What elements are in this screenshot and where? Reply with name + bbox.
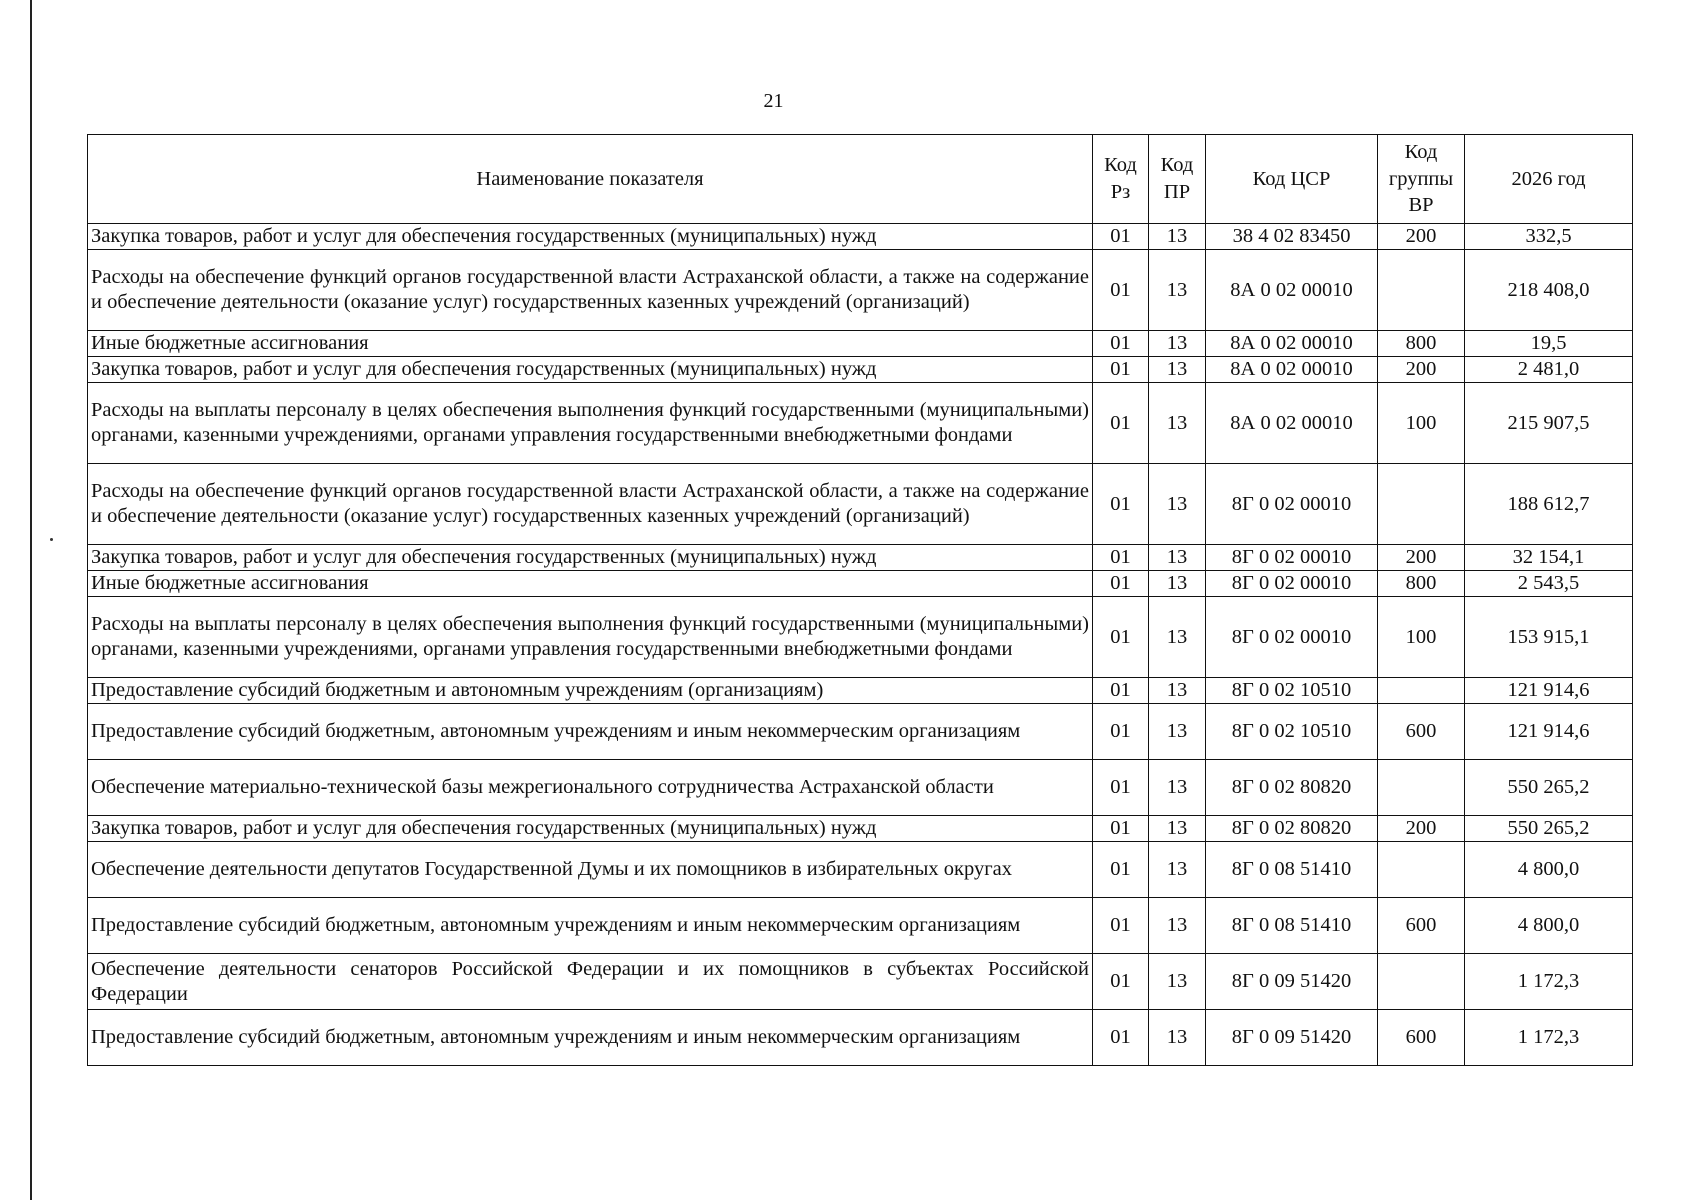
header-csr: Код ЦСР (1206, 135, 1378, 224)
cell-csr: 8Г 0 09 51420 (1206, 954, 1378, 1010)
table-row (88, 678, 1633, 704)
cell-pr: 13 (1149, 383, 1206, 464)
cell-vr: 600 (1378, 1010, 1465, 1066)
cell-csr: 8Г 0 02 10510 (1206, 704, 1378, 760)
cell-vr (1378, 842, 1465, 898)
cell-name: Закупка товаров, работ и услуг для обеспечения государственных (муниципальных) нужд (88, 816, 1093, 842)
cell-vr (1378, 678, 1465, 704)
cell-csr: 8Г 0 08 51410 (1206, 842, 1378, 898)
cell-name: Обеспечение деятельности депутатов Государственной Думы и их помощников в избирательных округах (88, 842, 1093, 898)
cell-name: Предоставление субсидий бюджетным, автономным учреждениям и иным некоммерческим организациям (88, 898, 1093, 954)
cell-csr: 8Г 0 02 00010 (1206, 545, 1378, 571)
table-row (88, 464, 1633, 545)
cell-pr: 13 (1149, 954, 1206, 1010)
cell-vr (1378, 464, 1465, 545)
cell-csr: 8А 0 02 00010 (1206, 250, 1378, 331)
table-row (88, 571, 1633, 597)
cell-amount: 550 265,2 (1465, 816, 1633, 842)
cell-rz: 01 (1093, 571, 1149, 597)
cell-name: Расходы на выплаты персоналу в целях обеспечения выполнения функций государственными (муниципальными) органами, казенными учреждениями, органами управления государственными внебюджетными фондами (88, 383, 1093, 464)
cell-vr: 200 (1378, 357, 1465, 383)
cell-amount: 188 612,7 (1465, 464, 1633, 545)
cell-amount: 121 914,6 (1465, 678, 1633, 704)
cell-csr: 8Г 0 02 80820 (1206, 816, 1378, 842)
cell-amount: 32 154,1 (1465, 545, 1633, 571)
binding-margin-line (30, 0, 32, 1200)
cell-name: Закупка товаров, работ и услуг для обеспечения государственных (муниципальных) нужд (88, 545, 1093, 571)
header-pr: Код ПР (1149, 135, 1206, 224)
cell-amount: 1 172,3 (1465, 1010, 1633, 1066)
table-row (88, 357, 1633, 383)
table-body (88, 224, 1633, 1066)
cell-amount: 19,5 (1465, 331, 1633, 357)
scan-speck (50, 538, 53, 541)
cell-name: Расходы на обеспечение функций органов государственной власти Астраханской области, а также на содержание и обеспечение деятельности (оказание услуг) государственных казенных учреждений (организаций) (88, 464, 1093, 545)
table-row (88, 1010, 1633, 1066)
cell-csr: 8Г 0 02 00010 (1206, 464, 1378, 545)
cell-name: Иные бюджетные ассигнования (88, 571, 1093, 597)
cell-csr: 8Г 0 02 00010 (1206, 571, 1378, 597)
cell-vr: 200 (1378, 224, 1465, 250)
cell-rz: 01 (1093, 678, 1149, 704)
cell-rz: 01 (1093, 816, 1149, 842)
cell-amount: 4 800,0 (1465, 842, 1633, 898)
cell-pr: 13 (1149, 816, 1206, 842)
cell-pr: 13 (1149, 224, 1206, 250)
cell-csr: 38 4 02 83450 (1206, 224, 1378, 250)
cell-name: Закупка товаров, работ и услуг для обеспечения государственных (муниципальных) нужд (88, 357, 1093, 383)
cell-pr: 13 (1149, 250, 1206, 331)
header-rz: Код Рз (1093, 135, 1149, 224)
cell-vr: 100 (1378, 383, 1465, 464)
cell-pr: 13 (1149, 357, 1206, 383)
cell-amount: 332,5 (1465, 224, 1633, 250)
cell-rz: 01 (1093, 704, 1149, 760)
cell-amount: 215 907,5 (1465, 383, 1633, 464)
cell-pr: 13 (1149, 331, 1206, 357)
cell-amount: 2 481,0 (1465, 357, 1633, 383)
page-number-container (0, 90, 1697, 113)
table-row (88, 816, 1633, 842)
table-row (88, 704, 1633, 760)
cell-amount: 4 800,0 (1465, 898, 1633, 954)
table-header (88, 135, 1633, 224)
cell-name: Иные бюджетные ассигнования (88, 331, 1093, 357)
cell-csr: 8Г 0 02 10510 (1206, 678, 1378, 704)
header-row (88, 135, 1633, 224)
header-name: Наименование показателя (88, 135, 1093, 224)
cell-rz: 01 (1093, 898, 1149, 954)
cell-csr: 8А 0 02 00010 (1206, 357, 1378, 383)
cell-amount: 153 915,1 (1465, 597, 1633, 678)
cell-pr: 13 (1149, 842, 1206, 898)
cell-pr: 13 (1149, 597, 1206, 678)
cell-rz: 01 (1093, 383, 1149, 464)
header-year: 2026 год (1465, 135, 1633, 224)
cell-vr: 800 (1378, 571, 1465, 597)
cell-rz: 01 (1093, 464, 1149, 545)
cell-pr: 13 (1149, 678, 1206, 704)
cell-amount: 1 172,3 (1465, 954, 1633, 1010)
table-row (88, 760, 1633, 816)
cell-name: Обеспечение материально-технической базы межрегионального сотрудничества Астраханской области (88, 760, 1093, 816)
cell-rz: 01 (1093, 1010, 1149, 1066)
table-row (88, 954, 1633, 1010)
cell-vr (1378, 250, 1465, 331)
cell-rz: 01 (1093, 545, 1149, 571)
cell-name: Расходы на обеспечение функций органов государственной власти Астраханской области, а также на содержание и обеспечение деятельности (оказание услуг) государственных казенных учреждений (организаций) (88, 250, 1093, 331)
table-row (88, 842, 1633, 898)
table-row (88, 898, 1633, 954)
cell-vr: 800 (1378, 331, 1465, 357)
cell-pr: 13 (1149, 898, 1206, 954)
cell-rz: 01 (1093, 357, 1149, 383)
cell-name: Расходы на выплаты персоналу в целях обеспечения выполнения функций государственными (муниципальными) органами, казенными учреждениями, органами управления государственными внебюджетными фондами (88, 597, 1093, 678)
budget-table (87, 134, 1633, 1066)
table-row (88, 597, 1633, 678)
cell-pr: 13 (1149, 704, 1206, 760)
table-row (88, 331, 1633, 357)
cell-csr: 8Г 0 02 00010 (1206, 597, 1378, 678)
cell-vr: 200 (1378, 545, 1465, 571)
cell-rz: 01 (1093, 250, 1149, 331)
cell-amount: 218 408,0 (1465, 250, 1633, 331)
cell-name: Предоставление субсидий бюджетным, автономным учреждениям и иным некоммерческим организациям (88, 704, 1093, 760)
cell-csr: 8Г 0 02 80820 (1206, 760, 1378, 816)
cell-vr: 100 (1378, 597, 1465, 678)
cell-pr: 13 (1149, 571, 1206, 597)
cell-rz: 01 (1093, 954, 1149, 1010)
cell-name: Предоставление субсидий бюджетным и автономным учреждениям (организациям) (88, 678, 1093, 704)
cell-name: Закупка товаров, работ и услуг для обеспечения государственных (муниципальных) нужд (88, 224, 1093, 250)
table-row (88, 224, 1633, 250)
cell-csr: 8А 0 02 00010 (1206, 331, 1378, 357)
cell-vr: 600 (1378, 704, 1465, 760)
table-row (88, 383, 1633, 464)
cell-name: Предоставление субсидий бюджетным, автономным учреждениям и иным некоммерческим организациям (88, 1010, 1093, 1066)
cell-vr: 600 (1378, 898, 1465, 954)
cell-amount: 2 543,5 (1465, 571, 1633, 597)
header-vr: Код группы ВР (1378, 135, 1465, 224)
cell-amount: 550 265,2 (1465, 760, 1633, 816)
cell-vr (1378, 760, 1465, 816)
cell-vr (1378, 954, 1465, 1010)
table-row (88, 545, 1633, 571)
cell-csr: 8Г 0 09 51420 (1206, 1010, 1378, 1066)
cell-rz: 01 (1093, 331, 1149, 357)
cell-csr: 8Г 0 08 51410 (1206, 898, 1378, 954)
cell-pr: 13 (1149, 760, 1206, 816)
table-row (88, 250, 1633, 331)
cell-rz: 01 (1093, 597, 1149, 678)
cell-pr: 13 (1149, 464, 1206, 545)
cell-pr: 13 (1149, 1010, 1206, 1066)
cell-name: Обеспечение деятельности сенаторов Российской Федерации и их помощников в субъектах Российской Федерации (88, 954, 1093, 1010)
cell-csr: 8А 0 02 00010 (1206, 383, 1378, 464)
cell-vr: 200 (1378, 816, 1465, 842)
cell-amount: 121 914,6 (1465, 704, 1633, 760)
cell-pr: 13 (1149, 545, 1206, 571)
cell-rz: 01 (1093, 224, 1149, 250)
cell-rz: 01 (1093, 760, 1149, 816)
cell-rz: 01 (1093, 842, 1149, 898)
page-number: 21 (763, 90, 784, 112)
